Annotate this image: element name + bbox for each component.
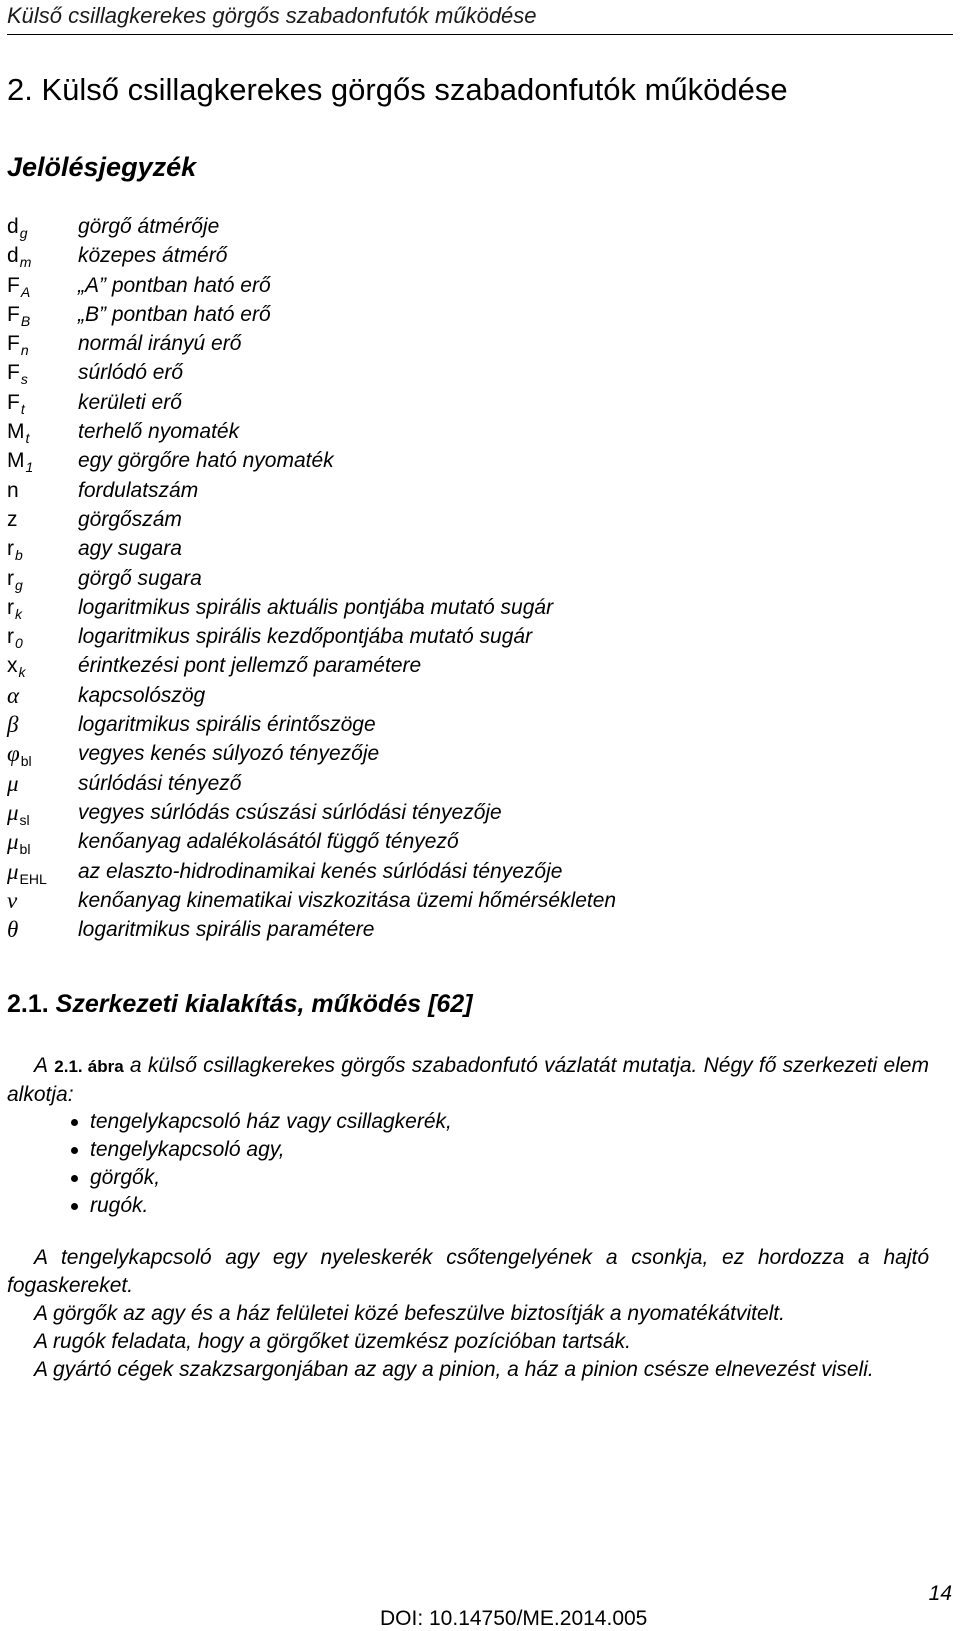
component-list <box>68 1108 452 1220</box>
symbol-subscript: 1 <box>25 459 34 476</box>
glossary-symbol <box>7 769 77 798</box>
glossary-description: görgőszám <box>78 507 182 531</box>
symbol-subscript: k <box>15 605 22 622</box>
glossary-description: logaritmikus spirális érintőszöge <box>78 713 376 737</box>
list-item: görgők, <box>68 1164 452 1192</box>
paragraph-jargon <box>7 1356 929 1384</box>
glossary-row <box>7 329 907 358</box>
glossary-description: logaritmikus spirális paramétere <box>78 918 375 942</box>
paragraph-text: A görgők az agy és a ház felületei közé befeszülve biztosítják a nyomatékátvitelt. <box>34 1302 785 1325</box>
glossary-description: vegyes súrlódás csúszási súrlódási tényezője <box>78 800 502 824</box>
symbol-subscript: B <box>20 312 31 329</box>
glossary-description: görgő átmérője <box>78 215 220 238</box>
symbol-base: n <box>7 478 19 502</box>
symbol-subscript: 0 <box>15 635 23 652</box>
chapter-title: 2. Külső csillagkerekes görgős szabadonfutók működése <box>7 72 788 107</box>
glossary-row <box>7 651 907 680</box>
glossary-list <box>7 212 907 944</box>
glossary-symbol <box>7 857 77 889</box>
symbol-base: F <box>7 302 20 326</box>
glossary-description: „A” pontban ható erő <box>78 273 271 297</box>
symbol-subscript: k <box>18 664 26 681</box>
symbol-base: z <box>7 507 18 531</box>
glossary-symbol <box>7 710 77 739</box>
paragraph-springs <box>7 1328 929 1356</box>
glossary-description: egy görgőre ható nyomaték <box>78 449 334 473</box>
glossary-row <box>7 564 907 593</box>
list-item: rugók. <box>68 1192 452 1220</box>
glossary-description: kenőanyag adalékolásától függő tényező <box>78 830 459 854</box>
glossary-symbol <box>7 564 77 595</box>
glossary-symbol <box>7 827 77 859</box>
paragraph-text: A rugók feladata, hogy a görgőket üzemkész pozícióban tartsák. <box>34 1330 631 1353</box>
running-header: Külső csillagkerekes görgős szabadonfutók működése <box>7 3 953 35</box>
glossary-symbol <box>7 505 77 534</box>
glossary-description: terhelő nyomaték <box>78 420 240 444</box>
symbol-subscript: t <box>25 430 30 447</box>
list-item: tengelykapcsoló ház vagy csillagkerék, <box>68 1108 452 1136</box>
paragraph-hub <box>7 1244 929 1300</box>
glossary-row <box>7 476 907 505</box>
symbol-base: r <box>7 625 14 649</box>
glossary-description: normál irányú erő <box>78 332 242 356</box>
symbol-subscript: g <box>19 225 28 241</box>
glossary-row <box>7 417 907 446</box>
symbol-base: β <box>7 712 19 738</box>
symbol-subscript: s <box>20 371 28 388</box>
glossary-row <box>7 241 907 270</box>
paragraph-text: A gyártó cégek szakzsargonjában az agy a pinion, a ház a pinion csésze elnevezést viseli. <box>34 1358 874 1381</box>
glossary-row <box>7 300 907 329</box>
glossary-row <box>7 212 907 241</box>
glossary-row <box>7 388 907 417</box>
glossary-description: logaritmikus spirális aktuális pontjába mutató sugár <box>78 595 554 619</box>
glossary-symbol <box>7 476 77 505</box>
symbol-subscript: t <box>20 400 25 417</box>
symbol-subscript: m <box>19 254 32 271</box>
symbol-subscript: bl <box>20 753 32 770</box>
symbol-subscript: A <box>20 283 31 300</box>
glossary-row <box>7 593 907 622</box>
symbol-base: M <box>7 449 25 473</box>
glossary-row <box>7 886 907 915</box>
glossary-row <box>7 769 907 798</box>
intro-prefix: A <box>34 1054 49 1077</box>
symbol-base: μ <box>7 858 19 884</box>
glossary-row <box>7 739 907 768</box>
symbol-base: r <box>7 537 14 561</box>
symbol-base: F <box>7 361 20 385</box>
symbol-base: F <box>7 390 20 414</box>
symbol-base: r <box>7 566 14 590</box>
glossary-description: az elaszto-hidrodinamikai kenés súrlódási tényezője <box>78 859 563 883</box>
glossary-row <box>7 271 907 300</box>
glossary-symbol <box>7 300 77 331</box>
list-item: tengelykapcsoló agy, <box>68 1136 452 1164</box>
symbol-base: ν <box>7 887 18 913</box>
glossary-symbol <box>7 271 77 302</box>
symbol-base: μ <box>7 799 19 825</box>
glossary-description: kapcsolószög <box>78 683 206 707</box>
glossary-row <box>7 534 907 563</box>
glossary-symbol <box>7 622 77 653</box>
symbol-subscript: n <box>20 342 29 359</box>
symbol-base: θ <box>7 917 19 943</box>
glossary-description: agy sugara <box>78 537 182 561</box>
symbol-base: r <box>7 595 14 619</box>
symbol-subscript: b <box>15 547 23 564</box>
glossary-description: közepes átmérő <box>78 244 228 268</box>
glossary-symbol <box>7 651 77 682</box>
figure-reference-link[interactable]: 2.1. ábra <box>54 1057 124 1076</box>
symbol-base: F <box>7 273 20 297</box>
glossary-symbol <box>7 798 77 830</box>
glossary-row <box>7 681 907 710</box>
paragraph-text: A tengelykapcsoló agy egy nyeleskerék csőtengelyének a csonkja, ez hordozza a hajtó fogaskereket. <box>7 1246 929 1297</box>
glossary-symbol <box>7 681 77 710</box>
glossary-symbol <box>7 388 77 419</box>
glossary-symbol <box>7 212 77 243</box>
glossary-symbol <box>7 534 77 565</box>
glossary-symbol <box>7 241 77 272</box>
glossary-description: kenőanyag kinematikai viszkozitása üzemi hőmérsékleten <box>78 888 617 912</box>
glossary-description: érintkezési pont jellemző paramétere <box>78 654 422 678</box>
glossary-description: logaritmikus spirális kezdőpontjába mutató sugár <box>78 625 533 649</box>
glossary-row <box>7 505 907 534</box>
glossary-symbol <box>7 915 77 944</box>
glossary-row <box>7 358 907 387</box>
glossary-symbol <box>7 358 77 389</box>
intro-paragraph <box>7 1052 929 1109</box>
symbol-base: μ <box>7 829 19 855</box>
section-number: 2.1. <box>7 990 49 1018</box>
glossary-symbol <box>7 739 77 771</box>
glossary-row <box>7 622 907 651</box>
glossary-description: „B” pontban ható erő <box>78 302 271 326</box>
glossary-symbol <box>7 886 77 915</box>
glossary-row <box>7 710 907 739</box>
glossary-symbol <box>7 329 77 360</box>
glossary-description: súrlódási tényező <box>78 771 242 795</box>
page-number: 14 <box>928 1582 952 1605</box>
symbol-subscript: bl <box>19 841 31 858</box>
symbol-base: F <box>7 332 20 356</box>
paragraph-rollers <box>7 1300 929 1328</box>
symbol-base: φ <box>7 741 20 767</box>
glossary-description: fordulatszám <box>78 478 199 502</box>
glossary-row <box>7 857 907 886</box>
glossary-row <box>7 446 907 475</box>
symbol-base: M <box>7 420 25 444</box>
doi-footer: DOI: 10.14750/ME.2014.005 <box>380 1607 648 1630</box>
glossary-row <box>7 915 907 944</box>
glossary-symbol <box>7 446 77 477</box>
symbol-base: x <box>7 654 18 678</box>
symbol-base: μ <box>7 770 19 796</box>
intro-text: a külső csillagkerekes görgős szabadonfutó vázlatát mutatja. <box>129 1054 698 1077</box>
glossary-heading: Jelölésjegyzék <box>7 152 197 182</box>
symbol-base: d <box>7 244 19 268</box>
glossary-symbol <box>7 593 77 624</box>
section-title <box>7 990 473 1019</box>
intro-rest: Négy fő szerkezeti elem alkotja: <box>7 1054 929 1106</box>
glossary-description: súrlódó erő <box>78 361 184 385</box>
glossary-description: kerületi erő <box>78 390 182 414</box>
glossary-description: vegyes kenés súlyozó tényezője <box>78 742 380 766</box>
symbol-subscript: g <box>15 576 23 593</box>
symbol-base: d <box>7 215 19 238</box>
glossary-row <box>7 798 907 827</box>
glossary-symbol <box>7 417 77 448</box>
glossary-description: görgő sugara <box>78 566 202 590</box>
symbol-subscript: EHL <box>19 870 47 887</box>
glossary-row <box>7 827 907 856</box>
symbol-subscript: sl <box>19 811 30 828</box>
symbol-base: α <box>7 682 20 708</box>
section-heading-text: Szerkezeti kialakítás, működés [62] <box>55 990 473 1018</box>
